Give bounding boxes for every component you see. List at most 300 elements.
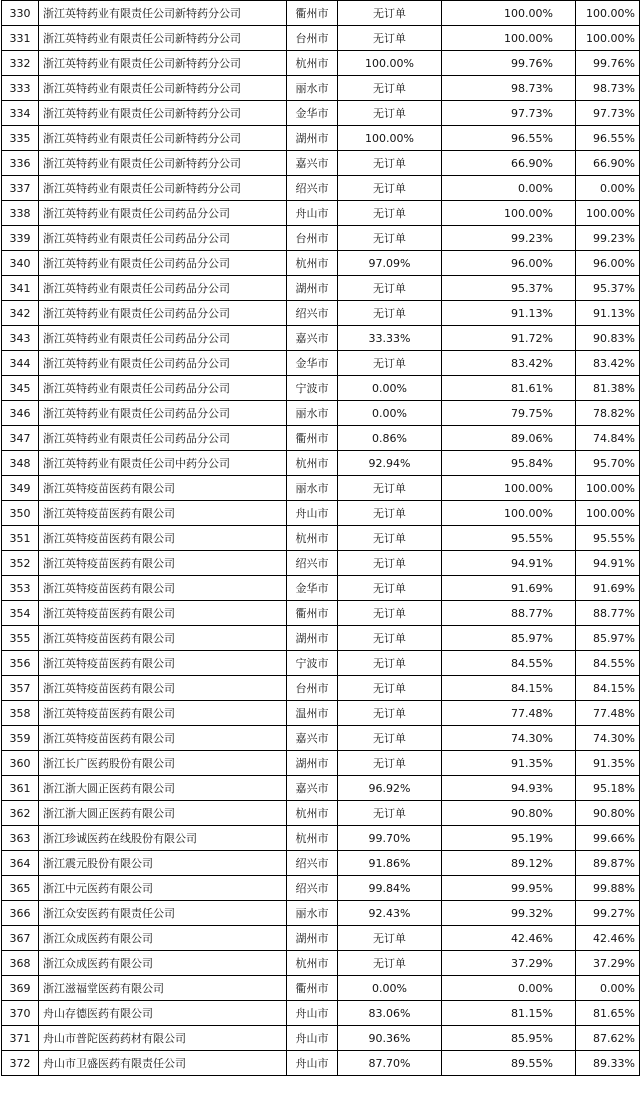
rate-col-2-cell: 91.13%: [442, 301, 576, 326]
rate-col-2-cell: 100.00%: [442, 476, 576, 501]
rate-col-3-cell: 74.84%: [576, 426, 640, 451]
city-cell: 嘉兴市: [287, 726, 338, 751]
rate-col-3-cell: 95.18%: [576, 776, 640, 801]
rate-col-2-cell: 95.55%: [442, 526, 576, 551]
row-number-cell: 361: [2, 776, 39, 801]
city-cell: 衢州市: [287, 601, 338, 626]
table-row: [2, 901, 640, 926]
company-name-cell: 浙江英特疫苗医药有限公司: [39, 501, 287, 526]
row-number-cell: 348: [2, 451, 39, 476]
city-cell: 舟山市: [287, 1051, 338, 1076]
city-cell: 杭州市: [287, 826, 338, 851]
rate-col-2-cell: 91.69%: [442, 576, 576, 601]
city-cell: 绍兴市: [287, 551, 338, 576]
company-name-cell: 浙江英特药业有限责任公司药品分公司: [39, 276, 287, 301]
rate-col-3-cell: 81.38%: [576, 376, 640, 401]
rate-col-2-cell: 74.30%: [442, 726, 576, 751]
company-name-cell: 浙江众成医药有限公司: [39, 926, 287, 951]
rate-col-1-cell: 无订单: [338, 501, 442, 526]
row-number-cell: 343: [2, 326, 39, 351]
rate-col-3-cell: 42.46%: [576, 926, 640, 951]
table-row: [2, 976, 640, 1001]
table-row: [2, 1, 640, 26]
rate-col-2-cell: 77.48%: [442, 701, 576, 726]
table-row: [2, 501, 640, 526]
table-row: [2, 476, 640, 501]
rate-col-3-cell: 100.00%: [576, 201, 640, 226]
city-cell: 舟山市: [287, 501, 338, 526]
rate-col-1-cell: 无订单: [338, 26, 442, 51]
rate-col-2-cell: 90.80%: [442, 801, 576, 826]
rate-col-2-cell: 89.06%: [442, 426, 576, 451]
city-cell: 宁波市: [287, 376, 338, 401]
rate-col-3-cell: 96.55%: [576, 126, 640, 151]
company-name-cell: 舟山市普陀医药药材有限公司: [39, 1026, 287, 1051]
city-cell: 杭州市: [287, 451, 338, 476]
city-cell: 衢州市: [287, 426, 338, 451]
table-row: [2, 751, 640, 776]
company-name-cell: 浙江英特疫苗医药有限公司: [39, 476, 287, 501]
table-row: [2, 201, 640, 226]
row-number-cell: 358: [2, 701, 39, 726]
rate-col-1-cell: 无订单: [338, 951, 442, 976]
row-number-cell: 349: [2, 476, 39, 501]
city-cell: 湖州市: [287, 276, 338, 301]
company-name-cell: 浙江英特药业有限责任公司药品分公司: [39, 351, 287, 376]
table-row: [2, 376, 640, 401]
city-cell: 丽水市: [287, 476, 338, 501]
row-number-cell: 350: [2, 501, 39, 526]
city-cell: 杭州市: [287, 51, 338, 76]
table-body: [2, 1, 640, 1076]
table-row: [2, 676, 640, 701]
company-name-cell: 浙江英特药业有限责任公司中药分公司: [39, 451, 287, 476]
table-row: [2, 1001, 640, 1026]
rate-col-2-cell: 96.55%: [442, 126, 576, 151]
table-row: [2, 726, 640, 751]
rate-col-3-cell: 81.65%: [576, 1001, 640, 1026]
row-number-cell: 366: [2, 901, 39, 926]
row-number-cell: 353: [2, 576, 39, 601]
company-name-cell: 浙江英特药业有限责任公司新特药分公司: [39, 176, 287, 201]
table-row: [2, 101, 640, 126]
city-cell: 舟山市: [287, 201, 338, 226]
rate-col-1-cell: 99.84%: [338, 876, 442, 901]
rate-col-1-cell: 无订单: [338, 226, 442, 251]
city-cell: 舟山市: [287, 1001, 338, 1026]
city-cell: 杭州市: [287, 801, 338, 826]
rate-col-1-cell: 无订单: [338, 626, 442, 651]
city-cell: 丽水市: [287, 76, 338, 101]
table-row: [2, 151, 640, 176]
company-name-cell: 浙江英特药业有限责任公司药品分公司: [39, 376, 287, 401]
city-cell: 湖州市: [287, 751, 338, 776]
table-row: [2, 601, 640, 626]
rate-col-2-cell: 97.73%: [442, 101, 576, 126]
rate-col-1-cell: 0.86%: [338, 426, 442, 451]
company-name-cell: 浙江英特药业有限责任公司药品分公司: [39, 326, 287, 351]
row-number-cell: 351: [2, 526, 39, 551]
rate-col-1-cell: 87.70%: [338, 1051, 442, 1076]
table-row: [2, 626, 640, 651]
table-row: [2, 926, 640, 951]
city-cell: 金华市: [287, 576, 338, 601]
rate-col-3-cell: 89.87%: [576, 851, 640, 876]
row-number-cell: 362: [2, 801, 39, 826]
rate-col-1-cell: 无订单: [338, 576, 442, 601]
rate-col-3-cell: 95.37%: [576, 276, 640, 301]
row-number-cell: 346: [2, 401, 39, 426]
row-number-cell: 370: [2, 1001, 39, 1026]
company-name-cell: 浙江英特药业有限责任公司药品分公司: [39, 226, 287, 251]
table-row: [2, 26, 640, 51]
rate-col-1-cell: 99.70%: [338, 826, 442, 851]
rate-col-1-cell: 83.06%: [338, 1001, 442, 1026]
rate-col-2-cell: 89.12%: [442, 851, 576, 876]
rate-col-1-cell: 无订单: [338, 1, 442, 26]
row-number-cell: 331: [2, 26, 39, 51]
rate-col-3-cell: 74.30%: [576, 726, 640, 751]
company-name-cell: 浙江英特药业有限责任公司新特药分公司: [39, 151, 287, 176]
rate-col-3-cell: 89.33%: [576, 1051, 640, 1076]
rate-col-2-cell: 95.37%: [442, 276, 576, 301]
table-row: [2, 401, 640, 426]
company-name-cell: 浙江英特药业有限责任公司新特药分公司: [39, 126, 287, 151]
company-name-cell: 浙江中元医药有限公司: [39, 876, 287, 901]
city-cell: 台州市: [287, 676, 338, 701]
company-name-cell: 浙江众成医药有限公司: [39, 951, 287, 976]
table-row: [2, 51, 640, 76]
rate-col-2-cell: 0.00%: [442, 976, 576, 1001]
rate-col-2-cell: 100.00%: [442, 1, 576, 26]
table-row: [2, 776, 640, 801]
rate-col-3-cell: 37.29%: [576, 951, 640, 976]
rate-col-2-cell: 37.29%: [442, 951, 576, 976]
rate-col-2-cell: 100.00%: [442, 26, 576, 51]
rate-col-2-cell: 100.00%: [442, 201, 576, 226]
row-number-cell: 368: [2, 951, 39, 976]
rate-col-3-cell: 90.80%: [576, 801, 640, 826]
rate-col-2-cell: 0.00%: [442, 176, 576, 201]
table-row: [2, 526, 640, 551]
rate-col-2-cell: 99.23%: [442, 226, 576, 251]
row-number-cell: 342: [2, 301, 39, 326]
company-name-cell: 浙江英特药业有限责任公司药品分公司: [39, 401, 287, 426]
rate-col-3-cell: 0.00%: [576, 176, 640, 201]
city-cell: 舟山市: [287, 1026, 338, 1051]
rate-col-2-cell: 88.77%: [442, 601, 576, 626]
rate-col-3-cell: 85.97%: [576, 626, 640, 651]
rate-col-2-cell: 84.15%: [442, 676, 576, 701]
rate-col-2-cell: 94.93%: [442, 776, 576, 801]
city-cell: 杭州市: [287, 526, 338, 551]
rate-col-3-cell: 84.15%: [576, 676, 640, 701]
company-name-cell: 舟山存德医药有限公司: [39, 1001, 287, 1026]
row-number-cell: 365: [2, 876, 39, 901]
rate-col-2-cell: 84.55%: [442, 651, 576, 676]
row-number-cell: 345: [2, 376, 39, 401]
company-name-cell: 浙江浙大圆正医药有限公司: [39, 776, 287, 801]
rate-col-1-cell: 无订单: [338, 176, 442, 201]
rate-col-3-cell: 99.76%: [576, 51, 640, 76]
rate-col-1-cell: 无订单: [338, 526, 442, 551]
row-number-cell: 338: [2, 201, 39, 226]
company-name-cell: 浙江英特疫苗医药有限公司: [39, 726, 287, 751]
company-name-cell: 舟山市卫盛医药有限责任公司: [39, 1051, 287, 1076]
rate-col-3-cell: 95.70%: [576, 451, 640, 476]
company-name-cell: 浙江英特药业有限责任公司新特药分公司: [39, 26, 287, 51]
rate-col-1-cell: 无订单: [338, 926, 442, 951]
city-cell: 宁波市: [287, 651, 338, 676]
rate-col-3-cell: 78.82%: [576, 401, 640, 426]
row-number-cell: 335: [2, 126, 39, 151]
row-number-cell: 364: [2, 851, 39, 876]
rate-col-1-cell: 92.43%: [338, 901, 442, 926]
rate-col-3-cell: 91.35%: [576, 751, 640, 776]
row-number-cell: 333: [2, 76, 39, 101]
rate-col-2-cell: 98.73%: [442, 76, 576, 101]
table-row: [2, 951, 640, 976]
rate-col-1-cell: 无订单: [338, 651, 442, 676]
company-name-cell: 浙江英特药业有限责任公司药品分公司: [39, 301, 287, 326]
rate-col-2-cell: 81.61%: [442, 376, 576, 401]
rate-col-2-cell: 100.00%: [442, 501, 576, 526]
row-number-cell: 357: [2, 676, 39, 701]
row-number-cell: 354: [2, 601, 39, 626]
city-cell: 湖州市: [287, 626, 338, 651]
rate-col-3-cell: 99.66%: [576, 826, 640, 851]
table-row: [2, 451, 640, 476]
city-cell: 台州市: [287, 26, 338, 51]
rate-col-2-cell: 83.42%: [442, 351, 576, 376]
rate-col-2-cell: 89.55%: [442, 1051, 576, 1076]
row-number-cell: 341: [2, 276, 39, 301]
rate-col-3-cell: 0.00%: [576, 976, 640, 1001]
city-cell: 丽水市: [287, 901, 338, 926]
table-row: [2, 351, 640, 376]
rate-col-1-cell: 无订单: [338, 351, 442, 376]
rate-col-3-cell: 77.48%: [576, 701, 640, 726]
row-number-cell: 367: [2, 926, 39, 951]
row-number-cell: 337: [2, 176, 39, 201]
rate-col-1-cell: 无订单: [338, 301, 442, 326]
company-name-cell: 浙江英特疫苗医药有限公司: [39, 601, 287, 626]
row-number-cell: 330: [2, 1, 39, 26]
row-number-cell: 334: [2, 101, 39, 126]
rate-col-3-cell: 91.69%: [576, 576, 640, 601]
table-row: [2, 701, 640, 726]
row-number-cell: 355: [2, 626, 39, 651]
rate-col-1-cell: 0.00%: [338, 376, 442, 401]
table-row: [2, 301, 640, 326]
row-number-cell: 371: [2, 1026, 39, 1051]
rate-col-2-cell: 66.90%: [442, 151, 576, 176]
rate-col-3-cell: 100.00%: [576, 1, 640, 26]
rate-col-2-cell: 91.72%: [442, 326, 576, 351]
city-cell: 绍兴市: [287, 876, 338, 901]
rate-col-1-cell: 无订单: [338, 201, 442, 226]
table-row: [2, 176, 640, 201]
row-number-cell: 360: [2, 751, 39, 776]
table-row: [2, 1026, 640, 1051]
rate-col-3-cell: 88.77%: [576, 601, 640, 626]
company-name-cell: 浙江英特药业有限责任公司新特药分公司: [39, 76, 287, 101]
rate-col-3-cell: 87.62%: [576, 1026, 640, 1051]
table-row: [2, 576, 640, 601]
rate-col-3-cell: 83.42%: [576, 351, 640, 376]
rate-col-1-cell: 无订单: [338, 801, 442, 826]
rate-col-1-cell: 92.94%: [338, 451, 442, 476]
rate-col-3-cell: 94.91%: [576, 551, 640, 576]
rate-col-3-cell: 99.23%: [576, 226, 640, 251]
rate-col-1-cell: 无订单: [338, 276, 442, 301]
rate-col-2-cell: 79.75%: [442, 401, 576, 426]
row-number-cell: 340: [2, 251, 39, 276]
company-name-cell: 浙江众安医药有限责任公司: [39, 901, 287, 926]
company-name-cell: 浙江英特药业有限责任公司新特药分公司: [39, 51, 287, 76]
company-name-cell: 浙江英特疫苗医药有限公司: [39, 651, 287, 676]
rate-col-3-cell: 66.90%: [576, 151, 640, 176]
rate-col-3-cell: 100.00%: [576, 501, 640, 526]
row-number-cell: 363: [2, 826, 39, 851]
city-cell: 丽水市: [287, 401, 338, 426]
row-number-cell: 336: [2, 151, 39, 176]
city-cell: 杭州市: [287, 251, 338, 276]
rate-col-1-cell: 90.36%: [338, 1026, 442, 1051]
table-row: [2, 851, 640, 876]
rate-col-2-cell: 95.19%: [442, 826, 576, 851]
rate-col-3-cell: 99.27%: [576, 901, 640, 926]
rate-col-2-cell: 96.00%: [442, 251, 576, 276]
company-name-cell: 浙江英特疫苗医药有限公司: [39, 701, 287, 726]
rate-col-1-cell: 无订单: [338, 101, 442, 126]
rate-col-3-cell: 95.55%: [576, 526, 640, 551]
rate-col-3-cell: 98.73%: [576, 76, 640, 101]
city-cell: 湖州市: [287, 926, 338, 951]
rate-col-1-cell: 91.86%: [338, 851, 442, 876]
rate-col-2-cell: 99.32%: [442, 901, 576, 926]
company-name-cell: 浙江英特疫苗医药有限公司: [39, 526, 287, 551]
rate-col-1-cell: 100.00%: [338, 51, 442, 76]
rate-col-2-cell: 94.91%: [442, 551, 576, 576]
city-cell: 嘉兴市: [287, 326, 338, 351]
city-cell: 嘉兴市: [287, 151, 338, 176]
table-row: [2, 326, 640, 351]
rate-col-3-cell: 100.00%: [576, 26, 640, 51]
rate-col-1-cell: 无订单: [338, 476, 442, 501]
row-number-cell: 339: [2, 226, 39, 251]
rate-col-3-cell: 99.88%: [576, 876, 640, 901]
company-name-cell: 浙江英特疫苗医药有限公司: [39, 626, 287, 651]
table-row: [2, 826, 640, 851]
rate-col-2-cell: 85.97%: [442, 626, 576, 651]
rate-col-3-cell: 84.55%: [576, 651, 640, 676]
rate-col-1-cell: 33.33%: [338, 326, 442, 351]
row-number-cell: 332: [2, 51, 39, 76]
city-cell: 湖州市: [287, 126, 338, 151]
company-name-cell: 浙江滋福堂医药有限公司: [39, 976, 287, 1001]
rate-col-3-cell: 97.73%: [576, 101, 640, 126]
city-cell: 温州市: [287, 701, 338, 726]
rate-col-2-cell: 95.84%: [442, 451, 576, 476]
rate-col-3-cell: 91.13%: [576, 301, 640, 326]
company-name-cell: 浙江英特疫苗医药有限公司: [39, 576, 287, 601]
rate-col-2-cell: 81.15%: [442, 1001, 576, 1026]
rate-col-3-cell: 90.83%: [576, 326, 640, 351]
company-name-cell: 浙江英特药业有限责任公司新特药分公司: [39, 1, 287, 26]
rate-col-1-cell: 无订单: [338, 751, 442, 776]
rate-col-1-cell: 96.92%: [338, 776, 442, 801]
row-number-cell: 372: [2, 1051, 39, 1076]
rate-col-3-cell: 100.00%: [576, 476, 640, 501]
rate-col-2-cell: 91.35%: [442, 751, 576, 776]
table-row: [2, 876, 640, 901]
company-name-cell: 浙江浙大圆正医药有限公司: [39, 801, 287, 826]
company-name-cell: 浙江英特药业有限责任公司药品分公司: [39, 251, 287, 276]
data-table: [1, 0, 640, 1076]
row-number-cell: 347: [2, 426, 39, 451]
table-row: [2, 426, 640, 451]
rate-col-2-cell: 42.46%: [442, 926, 576, 951]
rate-col-1-cell: 无订单: [338, 76, 442, 101]
city-cell: 衢州市: [287, 1, 338, 26]
row-number-cell: 356: [2, 651, 39, 676]
company-name-cell: 浙江长广医药股份有限公司: [39, 751, 287, 776]
table-row: [2, 226, 640, 251]
table-row: [2, 76, 640, 101]
city-cell: 绍兴市: [287, 301, 338, 326]
company-name-cell: 浙江英特疫苗医药有限公司: [39, 676, 287, 701]
company-name-cell: 浙江英特药业有限责任公司新特药分公司: [39, 101, 287, 126]
company-name-cell: 浙江英特疫苗医药有限公司: [39, 551, 287, 576]
rate-col-1-cell: 无订单: [338, 151, 442, 176]
rate-col-1-cell: 无订单: [338, 701, 442, 726]
company-name-cell: 浙江英特药业有限责任公司药品分公司: [39, 201, 287, 226]
company-name-cell: 浙江英特药业有限责任公司药品分公司: [39, 426, 287, 451]
table-row: [2, 1051, 640, 1076]
table-row: [2, 551, 640, 576]
table-row: [2, 126, 640, 151]
rate-col-1-cell: 无订单: [338, 726, 442, 751]
rate-col-1-cell: 0.00%: [338, 976, 442, 1001]
table-row: [2, 251, 640, 276]
row-number-cell: 369: [2, 976, 39, 1001]
table-row: [2, 276, 640, 301]
table-row: [2, 651, 640, 676]
city-cell: 嘉兴市: [287, 776, 338, 801]
city-cell: 台州市: [287, 226, 338, 251]
rate-col-2-cell: 99.95%: [442, 876, 576, 901]
city-cell: 绍兴市: [287, 176, 338, 201]
city-cell: 杭州市: [287, 951, 338, 976]
company-name-cell: 浙江震元股份有限公司: [39, 851, 287, 876]
rate-col-1-cell: 97.09%: [338, 251, 442, 276]
rate-col-3-cell: 96.00%: [576, 251, 640, 276]
rate-col-1-cell: 无订单: [338, 676, 442, 701]
rate-col-2-cell: 85.95%: [442, 1026, 576, 1051]
table-row: [2, 801, 640, 826]
rate-col-1-cell: 无订单: [338, 601, 442, 626]
row-number-cell: 352: [2, 551, 39, 576]
row-number-cell: 344: [2, 351, 39, 376]
rate-col-1-cell: 0.00%: [338, 401, 442, 426]
rate-col-2-cell: 99.76%: [442, 51, 576, 76]
city-cell: 金华市: [287, 101, 338, 126]
city-cell: 衢州市: [287, 976, 338, 1001]
city-cell: 绍兴市: [287, 851, 338, 876]
row-number-cell: 359: [2, 726, 39, 751]
company-name-cell: 浙江珍诚医药在线股份有限公司: [39, 826, 287, 851]
